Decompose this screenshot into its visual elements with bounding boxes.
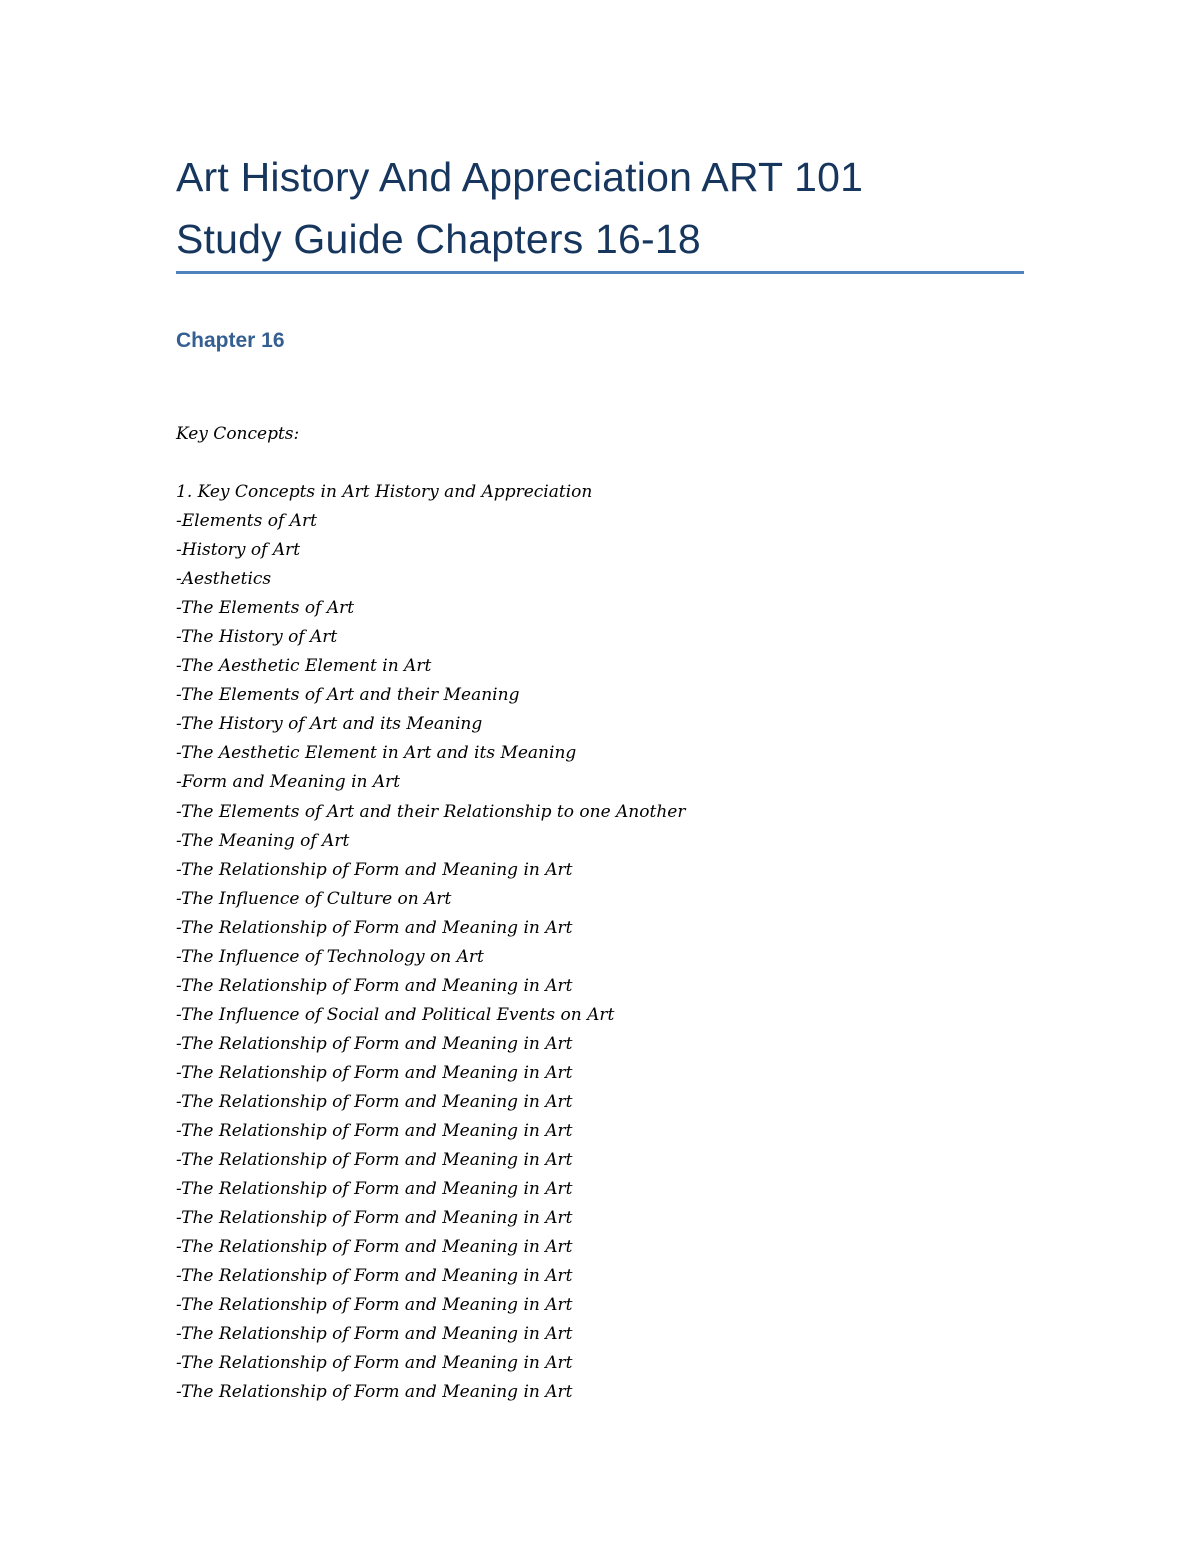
list-item: -Aesthetics <box>176 569 272 590</box>
list-item: -The Relationship of Form and Meaning in Art <box>176 1150 573 1171</box>
list-item: -The Relationship of Form and Meaning in Art <box>176 975 573 996</box>
list-item: 1. Key Concepts in Art History and Appreciation <box>176 482 593 502</box>
list-item: -The Relationship of Form and Meaning in Art <box>176 859 573 880</box>
concept-list <box>176 478 685 1408</box>
list-item: -The Relationship of Form and Meaning in Art <box>176 1033 573 1054</box>
list-item: -The Elements of Art <box>176 598 355 619</box>
list-item: -Form and Meaning in Art <box>176 772 401 793</box>
list-item: -The Relationship of Form and Meaning in Art <box>176 1121 573 1142</box>
list-item: -History of Art <box>176 540 301 561</box>
list-item: -The Aesthetic Element in Art <box>176 656 432 677</box>
title-line-1: Art History And Appreciation ART 101 <box>176 154 864 200</box>
list-item: -The Aesthetic Element in Art and its Meaning <box>176 743 577 764</box>
document-title <box>176 146 1036 270</box>
list-item: -The Relationship of Form and Meaning in Art <box>176 1266 573 1287</box>
list-item: -The Relationship of Form and Meaning in Art <box>176 1208 573 1229</box>
list-item: -The Elements of Art and their Relationship to one Another <box>176 801 686 822</box>
chapter-heading: Chapter 16 <box>176 329 285 352</box>
title-underline-rule <box>176 271 1024 274</box>
list-item: -The Relationship of Form and Meaning in Art <box>176 917 573 938</box>
list-item: -The Relationship of Form and Meaning in Art <box>176 1295 573 1316</box>
list-item: -The Relationship of Form and Meaning in Art <box>176 1353 573 1374</box>
list-item: -The Influence of Technology on Art <box>176 946 484 967</box>
list-item: -The Relationship of Form and Meaning in Art <box>176 1382 573 1403</box>
title-line-2: Study Guide Chapters 16-18 <box>176 216 701 262</box>
list-item: -The Relationship of Form and Meaning in Art <box>176 1062 573 1083</box>
key-concepts-label: Key Concepts: <box>176 424 300 444</box>
list-item: -The Influence of Culture on Art <box>176 888 452 909</box>
list-item: -The Meaning of Art <box>176 830 350 851</box>
list-item: -The Elements of Art and their Meaning <box>176 685 520 706</box>
list-item: -The Relationship of Form and Meaning in Art <box>176 1179 573 1200</box>
list-item: -The Relationship of Form and Meaning in Art <box>176 1237 573 1258</box>
list-item: -The Influence of Social and Political Events on Art <box>176 1004 615 1025</box>
list-item: -Elements of Art <box>176 511 317 532</box>
list-item: -The History of Art <box>176 627 338 648</box>
list-item: -The History of Art and its Meaning <box>176 714 483 735</box>
list-item: -The Relationship of Form and Meaning in Art <box>176 1091 573 1112</box>
list-item: -The Relationship of Form and Meaning in Art <box>176 1324 573 1345</box>
